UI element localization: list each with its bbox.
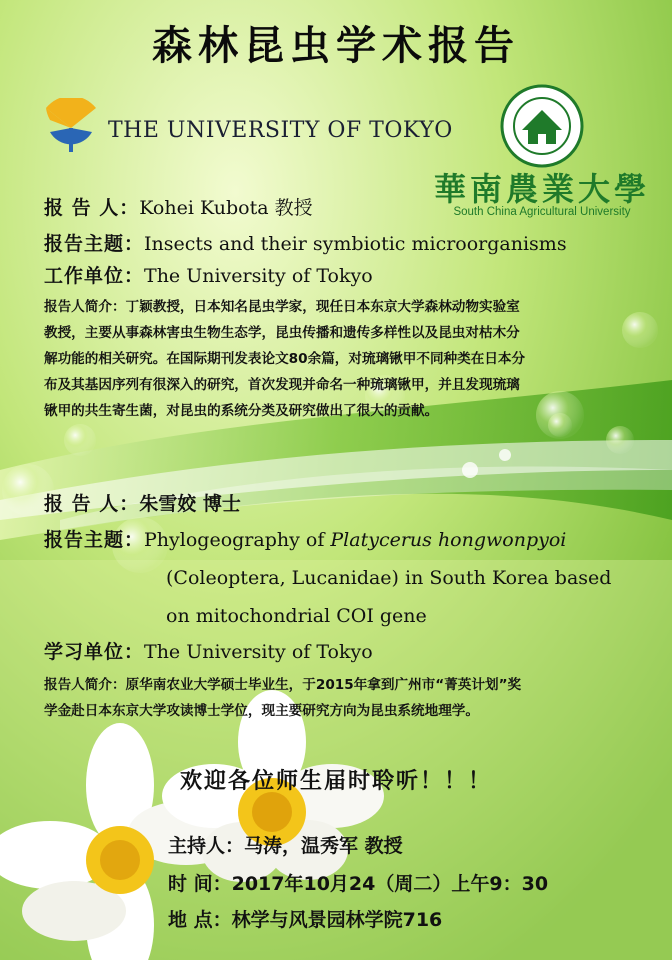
speaker1-topic: Insects and their symbiotic microorganisms xyxy=(144,233,567,255)
bio-line: 锹甲的共生寄生菌，对昆虫的系统分类及研究做出了很大的贡献。 xyxy=(44,403,439,419)
speaker2-label: 报 告 人： xyxy=(44,493,140,515)
scau-seal-logo xyxy=(500,84,584,168)
utokyo-wordmark: THE UNIVERSITY OF TOKYO xyxy=(108,118,453,143)
speaker2-affiliation-row xyxy=(44,640,373,664)
speaker1-affiliation: The University of Tokyo xyxy=(144,265,373,287)
speaker2-affiliation-label: 学习单位： xyxy=(44,641,145,663)
speaker2-topic-prefix: Phylogeography of xyxy=(144,529,331,551)
speaker1-bio xyxy=(44,294,658,424)
speaker1-label: 报 告 人： xyxy=(44,197,140,219)
speaker1-topic-row xyxy=(44,232,567,256)
event-host: 主持人：马涛，温秀军 教授 xyxy=(168,835,403,857)
speaker2-topic-row xyxy=(44,528,566,552)
speaker1-affiliation-row xyxy=(44,264,373,288)
speaker2-bio xyxy=(44,672,658,724)
speaker2-name: 朱雪姣 博士 xyxy=(139,493,241,515)
bio-line: 报告人简介：丁颖教授，日本知名昆虫学家，现任日本东京大学森林动物实验室 xyxy=(44,299,520,315)
welcome-message: 欢迎各位师生届时聆听！！！ xyxy=(179,769,492,794)
bio-line: 学金赴日本东京大学攻读博士学位，现主要研究方向为昆虫系统地理学。 xyxy=(44,703,479,719)
poster-title: 森林昆虫学术报告 xyxy=(152,22,520,69)
bio-line: 解功能的相关研究。在国际期刊发表论文80余篇，对琉璃锹甲不同种类在日本分 xyxy=(44,351,526,367)
speaker2-topic-label: 报告主题： xyxy=(44,529,145,551)
speaker2-row xyxy=(44,492,241,516)
event-time: 时 间：2017年10月24（周二）上午9：30 xyxy=(168,873,549,895)
scau-chinese-name: 華南農業大學 xyxy=(433,170,650,208)
speaker2-topic-line3: on mitochondrial COI gene xyxy=(166,605,427,627)
scau-english-name: South China Agricultural University xyxy=(453,206,631,218)
event-place: 地 点：林学与风景园林学院716 xyxy=(168,909,443,931)
bio-line: 教授，主要从事森林害虫生物生态学，昆虫传播和遗传多样性以及昆虫对枯木分 xyxy=(44,325,520,341)
speaker1-row xyxy=(44,196,313,220)
speaker2-topic-line2: (Coleoptera, Lucanidae) in South Korea based xyxy=(166,567,612,589)
speaker1-name: Kohei Kubota 教授 xyxy=(139,197,313,219)
bio-line: 报告人简介：原华南农业大学硕士毕业生，于2015年拿到广州市“菁英计划”奖 xyxy=(44,677,522,693)
speaker2-affiliation: The University of Tokyo xyxy=(144,641,373,663)
bio-line: 布及其基因序列有很深入的研究，首次发现并命名一种琉璃锹甲，并且发现琉璃 xyxy=(44,377,520,393)
speaker1-topic-label: 报告主题： xyxy=(44,233,145,255)
utokyo-ginkgo-logo xyxy=(44,98,98,154)
speaker1-affiliation-label: 工作单位： xyxy=(44,265,145,287)
speaker2-topic-species: Platycerus hongwonpyoi xyxy=(330,529,567,551)
